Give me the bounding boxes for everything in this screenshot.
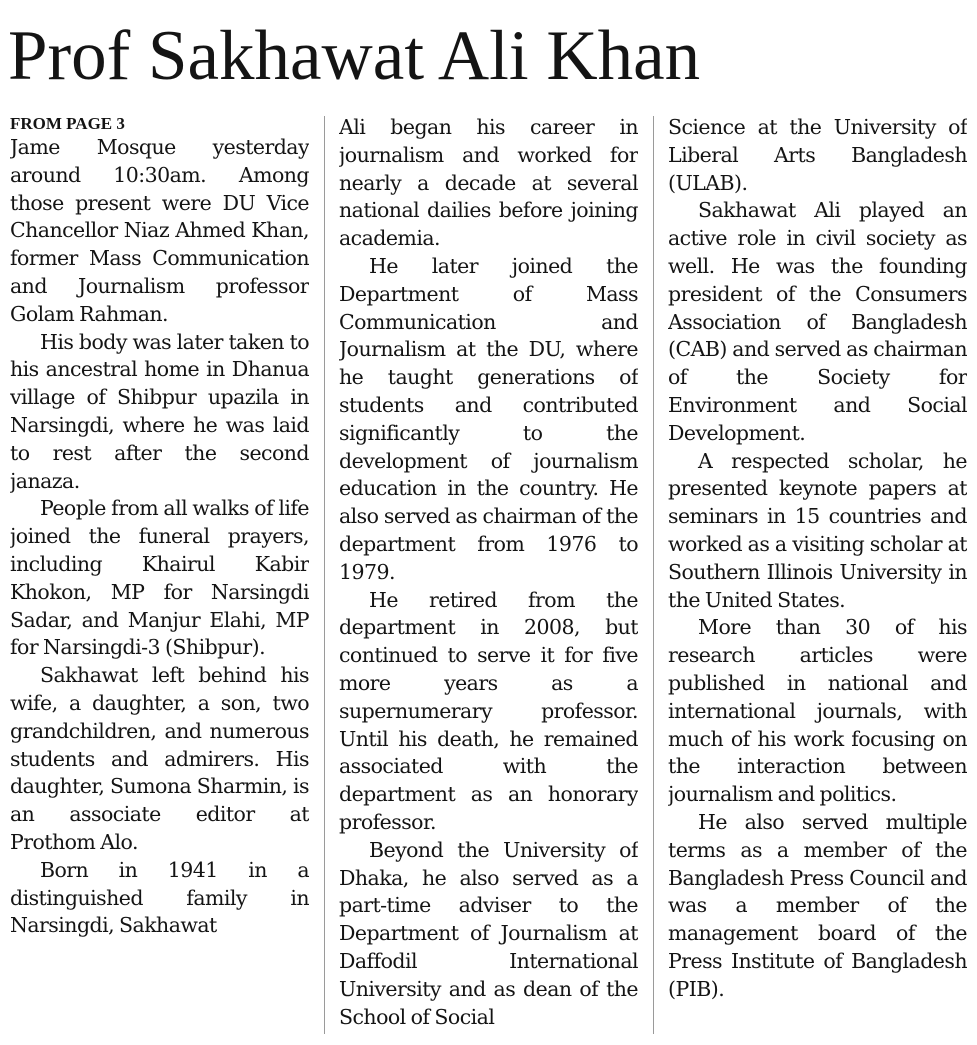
article-column-2 xyxy=(339,114,638,1034)
paragraph: His body was later taken to his ancestral home in Dhanua village of Shibpur upazila in Narsingdi, where he was laid to rest after the second janaza. xyxy=(10,329,309,493)
paragraph: Sakhawat left behind his wife, a daughter, a son, two grandchildren, and numerous students and admirers. His daughter, Sumona Sharmin, is an associate editor at Prothom Alo. xyxy=(10,663,309,854)
paragraph: Ali began his career in journalism and worked for nearly a decade at several national dailies before joining academia. xyxy=(339,115,638,251)
paragraph: People from all walks of life joined the funeral prayers, including Khairul Kabir Khokon, MP for Narsingdi Sadar, and Manjur Elahi, MP for Narsingdi-3 (Shibpur). xyxy=(10,496,309,660)
paragraph: He later joined the Department of Mass Communication and Journalism at the DU, where he taught generations of students and contributed significantly to the development of journalism education in the country. He also served as chairman of the department from 1976 to 1979. xyxy=(339,253,638,584)
article-column-1 xyxy=(10,114,309,1034)
paragraph: He retired from the department in 2008, but continued to serve it for five more years as a supernumerary professor. Until his death, he remained associated with the department as an honorary professor. xyxy=(339,587,638,834)
paragraph: Sakhawat Ali played an active role in civil society as well. He was the founding president of the Consumers Association of Bangladesh (CAB) and served as chairman of the Society for Environment and Social Development. xyxy=(668,198,967,445)
paragraph: Beyond the University of Dhaka, he also served as a part-time adviser to the Department of Journalism at Daffodil International University and as dean of the School of Social xyxy=(339,837,638,1029)
paragraph: Born in 1941 in a distinguished family in Narsingdi, Sakhawat xyxy=(10,857,309,938)
article-column-3 xyxy=(668,114,967,1034)
paragraph: Science at the University of Liberal Arts Bangladesh (ULAB). xyxy=(668,115,967,195)
column-divider xyxy=(653,116,654,1034)
article-headline: Prof Sakhawat Ali Khan xyxy=(8,17,701,95)
continued-from-label: FROM PAGE 3 xyxy=(10,114,125,133)
paragraph: A respected scholar, he presented keynote papers at seminars in 15 countries and worked as a visiting scholar at Southern Illinois University in the United States. xyxy=(668,448,967,612)
column-divider xyxy=(324,116,325,1034)
paragraph: More than 30 of his research articles were published in national and international journals, with much of his work focusing on the interaction between journalism and politics. xyxy=(668,615,967,807)
paragraph: He also served multiple terms as a member of the Bangladesh Press Council and was a member of the management board of the Press Institute of Bangladesh (PIB). xyxy=(668,809,967,1001)
paragraph: Jame Mosque yesterday around 10:30am. Among those present were DU Vice Chancellor Niaz Ahmed Khan, former Mass Communication and Journalism professor Golam Rahman. xyxy=(10,135,309,326)
